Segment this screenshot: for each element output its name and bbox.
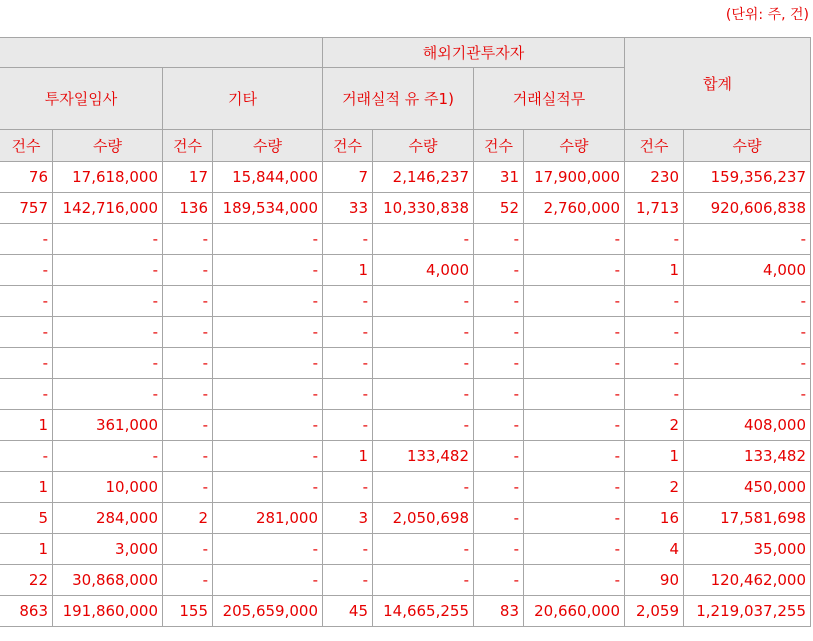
quantity-cell: - — [53, 286, 163, 317]
quantity-cell: 4,000 — [373, 255, 474, 286]
count-cell: 230 — [625, 162, 684, 193]
header-count: 건수 — [0, 130, 53, 162]
quantity-cell: - — [213, 472, 323, 503]
quantity-cell: - — [213, 379, 323, 410]
quantity-cell: - — [373, 317, 474, 348]
quantity-cell: 120,462,000 — [684, 565, 811, 596]
count-cell: - — [163, 286, 213, 317]
count-cell: - — [163, 472, 213, 503]
quantity-cell: 30,868,000 — [53, 565, 163, 596]
count-cell: - — [474, 503, 524, 534]
count-cell: - — [163, 255, 213, 286]
count-cell: - — [474, 348, 524, 379]
quantity-cell: - — [524, 348, 625, 379]
count-cell: - — [0, 379, 53, 410]
table-row — [0, 503, 811, 534]
count-cell: 76 — [0, 162, 53, 193]
quantity-cell: 133,482 — [373, 441, 474, 472]
count-cell: 1 — [625, 255, 684, 286]
count-cell: - — [474, 224, 524, 255]
count-cell: - — [474, 379, 524, 410]
table-row — [0, 596, 811, 627]
header-with-record: 거래실적 유 주1) — [323, 68, 474, 130]
quantity-cell: - — [524, 286, 625, 317]
count-cell: 90 — [625, 565, 684, 596]
quantity-cell: - — [524, 503, 625, 534]
quantity-cell: 408,000 — [684, 410, 811, 441]
table-row — [0, 224, 811, 255]
table-row — [0, 534, 811, 565]
count-cell: - — [474, 410, 524, 441]
count-cell: - — [474, 472, 524, 503]
count-cell: 2 — [163, 503, 213, 534]
count-cell: 31 — [474, 162, 524, 193]
header-investor-affiliate: 투자일임사 — [0, 68, 163, 130]
quantity-cell: - — [684, 379, 811, 410]
count-cell: 5 — [0, 503, 53, 534]
count-cell: 1 — [0, 534, 53, 565]
quantity-cell: - — [53, 255, 163, 286]
quantity-cell: 2,146,237 — [373, 162, 474, 193]
count-cell: - — [474, 534, 524, 565]
count-cell: - — [0, 317, 53, 348]
quantity-cell: 361,000 — [53, 410, 163, 441]
quantity-cell: 281,000 — [213, 503, 323, 534]
quantity-cell: - — [373, 410, 474, 441]
table-row — [0, 162, 811, 193]
count-cell: 1,713 — [625, 193, 684, 224]
quantity-cell: - — [524, 565, 625, 596]
quantity-cell: - — [373, 224, 474, 255]
quantity-cell: - — [373, 534, 474, 565]
count-cell: 17 — [163, 162, 213, 193]
quantity-cell: 159,356,237 — [684, 162, 811, 193]
count-cell: - — [323, 565, 373, 596]
quantity-cell: 3,000 — [53, 534, 163, 565]
table-row — [0, 472, 811, 503]
count-cell: 2,059 — [625, 596, 684, 627]
count-cell: 136 — [163, 193, 213, 224]
quantity-cell: 189,534,000 — [213, 193, 323, 224]
allocation-table — [0, 37, 811, 627]
quantity-cell: - — [684, 348, 811, 379]
quantity-cell: - — [53, 224, 163, 255]
quantity-cell: - — [53, 379, 163, 410]
quantity-cell: - — [524, 472, 625, 503]
count-cell: 2 — [625, 472, 684, 503]
table-row — [0, 379, 811, 410]
count-cell: 1 — [323, 255, 373, 286]
count-cell: 1 — [323, 441, 373, 472]
count-cell: - — [474, 441, 524, 472]
count-cell: - — [0, 348, 53, 379]
header-quantity: 수량 — [53, 130, 163, 162]
count-cell: 33 — [323, 193, 373, 224]
quantity-cell: - — [373, 472, 474, 503]
quantity-cell: - — [213, 348, 323, 379]
quantity-cell: 133,482 — [684, 441, 811, 472]
count-cell: - — [323, 348, 373, 379]
count-cell: - — [163, 348, 213, 379]
count-cell: - — [163, 534, 213, 565]
table-row — [0, 193, 811, 224]
count-cell: 1 — [0, 472, 53, 503]
quantity-cell: - — [213, 317, 323, 348]
table-row — [0, 317, 811, 348]
quantity-cell: 450,000 — [684, 472, 811, 503]
count-cell: - — [474, 286, 524, 317]
quantity-cell: 17,581,698 — [684, 503, 811, 534]
count-cell: 83 — [474, 596, 524, 627]
count-cell: - — [625, 286, 684, 317]
count-cell: - — [625, 224, 684, 255]
header-foreign-institution: 해외기관투자자 — [323, 38, 625, 68]
quantity-cell: - — [524, 534, 625, 565]
count-cell: - — [323, 379, 373, 410]
quantity-cell: 191,860,000 — [53, 596, 163, 627]
header-quantity: 수량 — [524, 130, 625, 162]
count-cell: - — [323, 472, 373, 503]
quantity-cell: - — [213, 441, 323, 472]
quantity-cell: - — [524, 379, 625, 410]
quantity-cell: - — [524, 410, 625, 441]
header-domestic-group-cell — [0, 38, 323, 68]
quantity-cell: - — [53, 348, 163, 379]
count-cell: - — [0, 255, 53, 286]
header-quantity: 수량 — [373, 130, 474, 162]
quantity-cell: - — [53, 317, 163, 348]
quantity-cell: 17,900,000 — [524, 162, 625, 193]
header-without-record: 거래실적무 — [474, 68, 625, 130]
quantity-cell: 15,844,000 — [213, 162, 323, 193]
quantity-cell: 284,000 — [53, 503, 163, 534]
count-cell: - — [163, 224, 213, 255]
header-count: 건수 — [323, 130, 373, 162]
count-cell: - — [323, 410, 373, 441]
table-body — [0, 162, 811, 627]
count-cell: - — [474, 255, 524, 286]
quantity-cell: - — [213, 286, 323, 317]
count-cell: - — [163, 441, 213, 472]
quantity-cell: - — [213, 534, 323, 565]
count-cell: 16 — [625, 503, 684, 534]
quantity-cell: 2,760,000 — [524, 193, 625, 224]
count-cell: - — [625, 379, 684, 410]
quantity-cell: 35,000 — [684, 534, 811, 565]
count-cell: - — [163, 565, 213, 596]
count-cell: - — [0, 286, 53, 317]
quantity-cell: - — [684, 224, 811, 255]
quantity-cell: 10,330,838 — [373, 193, 474, 224]
header-other: 기타 — [163, 68, 323, 130]
count-cell: - — [474, 317, 524, 348]
quantity-cell: 1,219,037,255 — [684, 596, 811, 627]
quantity-cell: - — [524, 441, 625, 472]
count-cell: 7 — [323, 162, 373, 193]
quantity-cell: - — [684, 317, 811, 348]
quantity-cell: 4,000 — [684, 255, 811, 286]
quantity-cell: 14,665,255 — [373, 596, 474, 627]
count-cell: - — [323, 534, 373, 565]
header-count: 건수 — [163, 130, 213, 162]
quantity-cell: - — [213, 224, 323, 255]
count-cell: - — [163, 379, 213, 410]
count-cell: 45 — [323, 596, 373, 627]
quantity-cell: - — [524, 224, 625, 255]
quantity-cell: - — [373, 379, 474, 410]
table-row — [0, 255, 811, 286]
header-quantity: 수량 — [213, 130, 323, 162]
quantity-cell: 20,660,000 — [524, 596, 625, 627]
unit-note: (단위: 주, 건) — [725, 7, 809, 23]
count-cell: 155 — [163, 596, 213, 627]
header-quantity: 수량 — [684, 130, 811, 162]
quantity-cell: - — [53, 441, 163, 472]
count-cell: - — [625, 348, 684, 379]
quantity-cell: 205,659,000 — [213, 596, 323, 627]
count-cell: - — [163, 317, 213, 348]
quantity-cell: 920,606,838 — [684, 193, 811, 224]
count-cell: 1 — [0, 410, 53, 441]
table-row — [0, 348, 811, 379]
count-cell: - — [0, 224, 53, 255]
count-cell: - — [474, 565, 524, 596]
count-cell: 1 — [625, 441, 684, 472]
count-cell: - — [625, 317, 684, 348]
quantity-cell: - — [524, 317, 625, 348]
header-count: 건수 — [625, 130, 684, 162]
quantity-cell: - — [213, 410, 323, 441]
quantity-cell: - — [373, 565, 474, 596]
quantity-cell: 10,000 — [53, 472, 163, 503]
table-row — [0, 565, 811, 596]
quantity-cell: - — [373, 348, 474, 379]
header-total: 합계 — [625, 38, 811, 130]
count-cell: 2 — [625, 410, 684, 441]
count-cell: 22 — [0, 565, 53, 596]
quantity-cell: - — [684, 286, 811, 317]
table-row — [0, 286, 811, 317]
count-cell: - — [0, 441, 53, 472]
quantity-cell: - — [524, 255, 625, 286]
count-cell: 52 — [474, 193, 524, 224]
quantity-cell: 17,618,000 — [53, 162, 163, 193]
table-row — [0, 441, 811, 472]
table-row — [0, 410, 811, 441]
count-cell: 3 — [323, 503, 373, 534]
quantity-cell: 2,050,698 — [373, 503, 474, 534]
quantity-cell: 142,716,000 — [53, 193, 163, 224]
header-row-metric — [0, 130, 811, 162]
count-cell: - — [323, 286, 373, 317]
quantity-cell: - — [373, 286, 474, 317]
quantity-cell: - — [213, 255, 323, 286]
count-cell: - — [323, 224, 373, 255]
count-cell: 863 — [0, 596, 53, 627]
count-cell: - — [323, 317, 373, 348]
header-row-group — [0, 38, 811, 68]
count-cell: 4 — [625, 534, 684, 565]
count-cell: - — [163, 410, 213, 441]
quantity-cell: - — [213, 565, 323, 596]
header-count: 건수 — [474, 130, 524, 162]
count-cell: 757 — [0, 193, 53, 224]
